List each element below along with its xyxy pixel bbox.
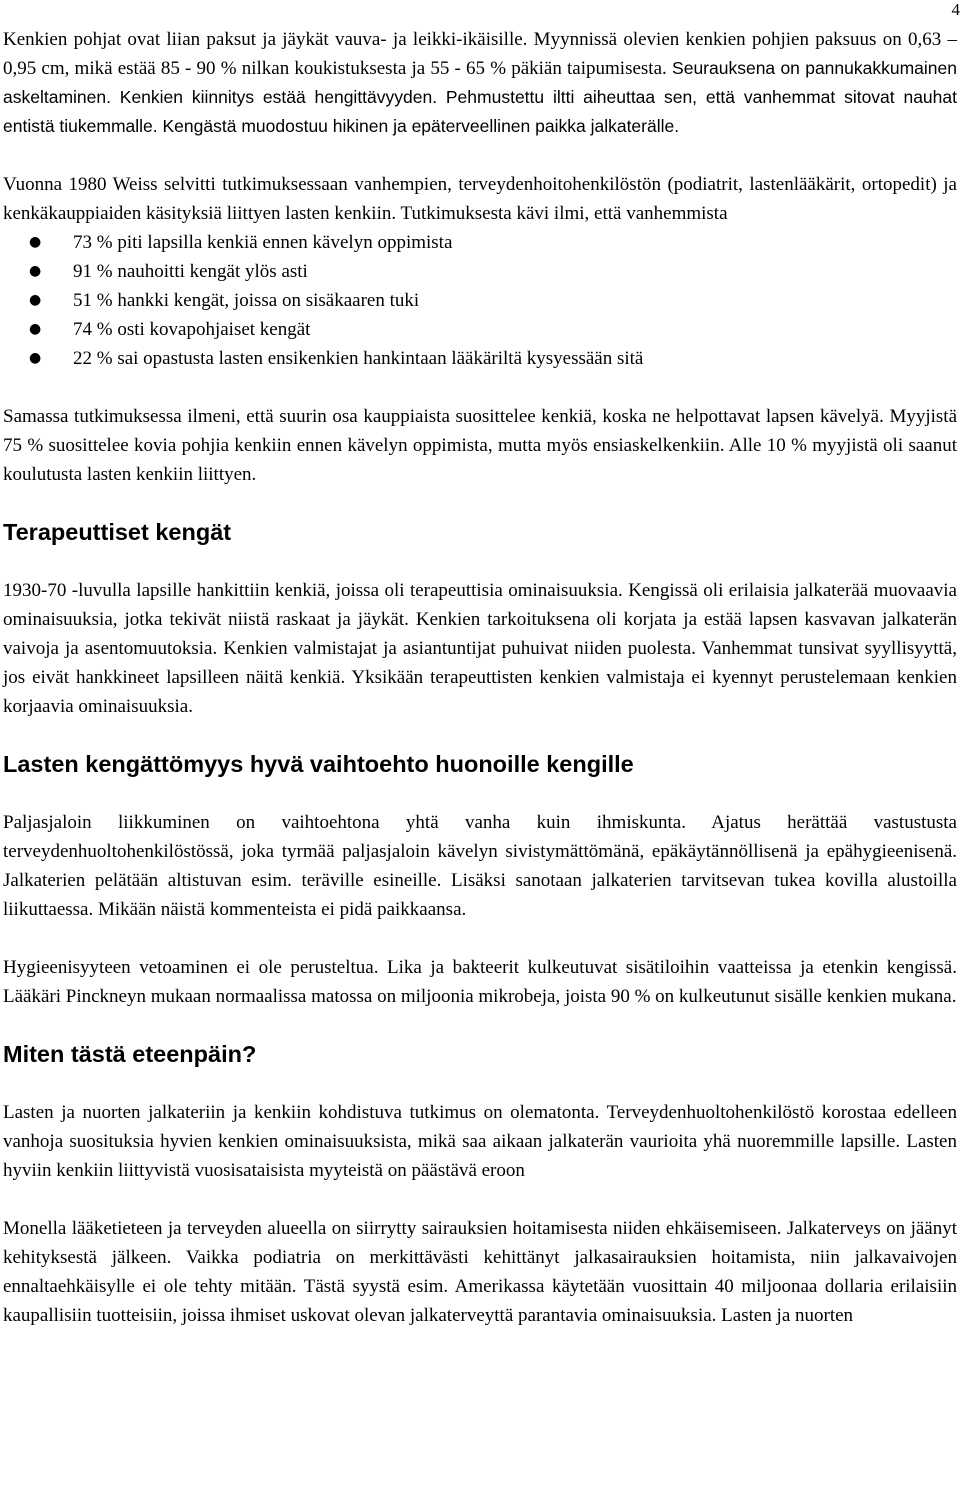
list-item-text: 91 % nauhoitti kengät ylös asti: [73, 261, 308, 282]
paragraph-barefoot-2: Hygieenisyyteen vetoaminen ei ole perusteltua. Lika ja bakteerit kulkeutuvat sisätiloihin vaatteissa ja etenkin kengissä. Lääkäri Pinckneyn mukaan normaalissa matossa on miljoonia mikrobeja, joista 90 % on kulkeutunut sisälle kenkien mukana.: [3, 957, 957, 1007]
paragraph-barefoot-1: Paljasjaloin liikkuminen on vaihtoehtona yhtä vanha kuin ihmiskunta. Ajatus herättää vastustusta terveydenhuoltohenkilöstössä, joka tyrmää paljasjaloin kävelyn sivistymättömänä, epäkäytännöllisenä ja epähygieenisenä. Jalkaterien pelätään altistuvan esim. teräville esineille. Lisäksi sanotaan jalkaterien tarvitsevan tukea kovilla alustoilla liikuttaessa. Mikään näistä kommenteista ei pidä paikkaansa.: [3, 812, 957, 920]
page-number: 4: [951, 0, 960, 19]
bullet-list-parents: [3, 228, 957, 373]
document-body: [3, 25, 957, 1330]
paragraph-shoe-soles-part1: Kenkien pohjat ovat liian paksut ja jäykät vauva- ja leikki-ikäisille. Myynnissä olevien kenkien pohjien paksuus on 0,63 – 0,95 cm, mikä estää 85 - 90 % nilkan koukistuksesta ja 55 - 65 % päkiän taipumisesta.: [3, 29, 957, 79]
heading-barefoot: Lasten kengättömyys hyvä vaihtoehto huonoille kengille: [3, 751, 634, 777]
list-item-text: 74 % osti kovapohjaiset kengät: [73, 319, 311, 340]
list-item: [29, 286, 957, 315]
paragraph-next-steps-1: Lasten ja nuorten jalkateriin ja kenkiin kohdistuva tutkimus on olematonta. Terveydenhuoltohenkilöstö korostaa edelleen vanhoja suosituksia hyvien kenkien ominaisuuksista, mikä saa aikaan jalkaterän vaurioita yhä nuoremmille lapsille. Lasten hyviin kenkiin liittyvistä vuosisataisista myyteistä on päästävä eroon: [3, 1102, 957, 1181]
bullet-icon: ●: [29, 292, 42, 308]
bullet-icon: ●: [29, 234, 42, 250]
list-item: [29, 344, 957, 373]
paragraph-next-steps-2: Monella lääketieteen ja terveyden alueella on siirrytty sairauksien hoitamisesta niiden ehkäisemiseen. Jalkaterveys on jäänyt kehityksestä jälkeen. Vaikka podiatria on merkittävästi kehittänyt jalkasairauksien hoitamista, niin jalkavaivojen ennaltaehkäisylle ei ole tehty mitään. Tästä syystä esim. Amerikassa käytetään vuosittain 40 miljoonaa dollaria erilaisiin kaupallisiin tuotteisiin, joissa ihmiset uskovat olevan jalkaterveyttä parantavia ominaisuuksia. Lasten ja nuorten: [3, 1218, 957, 1326]
paragraph-weiss-study: Vuonna 1980 Weiss selvitti tutkimuksessaan vanhempien, terveydenhoitohenkilöstön (podiatrit, lastenlääkärit, ortopedit) ja kenkäkauppiaiden käsityksiä liittyen lasten kenkiin. Tutkimuksesta kävi ilmi, että vanhemmista: [3, 174, 957, 224]
bullet-icon: ●: [29, 263, 42, 279]
bullet-icon: ●: [29, 321, 42, 337]
heading-next-steps: Miten tästä eteenpäin?: [3, 1041, 257, 1067]
paragraph-merchants: Samassa tutkimuksessa ilmeni, että suurin osa kauppiaista suosittelee kenkiä, koska ne helpottavat lapsen kävelyä. Myyjistä 75 % suosittelee kovia pohjia kenkiin ennen kävelyn oppimista, mutta myös ensiaskelkenkiin. Alle 10 % myyjistä oli saanut koulutusta lasten kenkiin liittyen.: [3, 406, 957, 485]
paragraph-shoe-soles-part2: Seurauksena on pannukakkumainen askeltaminen. Kenkien kiinnitys estää hengittävyyden. Pehmustettu iltti aiheuttaa sen, että vanhemmat sitovat nauhat entistä tiukemmalle. Kengästä muodostuu hikinen ja epäterveellinen paikka jalkaterälle.: [3, 58, 957, 136]
list-item: [29, 257, 957, 286]
list-item-text: 51 % hankki kengät, joissa on sisäkaaren tuki: [73, 290, 420, 311]
list-item-text: 22 % sai opastusta lasten ensikenkien hankintaan lääkäriltä kysyessään sitä: [73, 348, 644, 369]
heading-therapeutic-shoes: Terapeuttiset kengät: [3, 519, 232, 545]
bullet-icon: ●: [29, 350, 42, 366]
list-item: [29, 315, 957, 344]
list-item: [29, 228, 957, 257]
paragraph-shoe-soles: [3, 25, 957, 141]
list-item-text: 73 % piti lapsilla kenkiä ennen kävelyn oppimista: [73, 232, 453, 253]
paragraph-therapeutic-shoes: 1930-70 -luvulla lapsille hankittiin kenkiä, joissa oli terapeuttisia ominaisuuksia. Kengissä oli erilaisia jalkaterää muovaavia ominaisuuksia, jotka tekivät niistä raskaat ja jäykät. Kenkien tarkoituksena oli korjata ja estää lapsen kasvavan jalkaterän vaivoja ja asentomuutoksia. Kenkien valmistajat ja asiantuntijat puhuivat niiden puolesta. Vanhemmat tunsivat syyllisyyttä, jos eivät hankkineet lapsilleen näitä kenkiä. Yksikään terapeuttisten kenkien valmistaja ei kyennyt perustelemaan kenkien korjaavia ominaisuuksia.: [3, 580, 957, 717]
